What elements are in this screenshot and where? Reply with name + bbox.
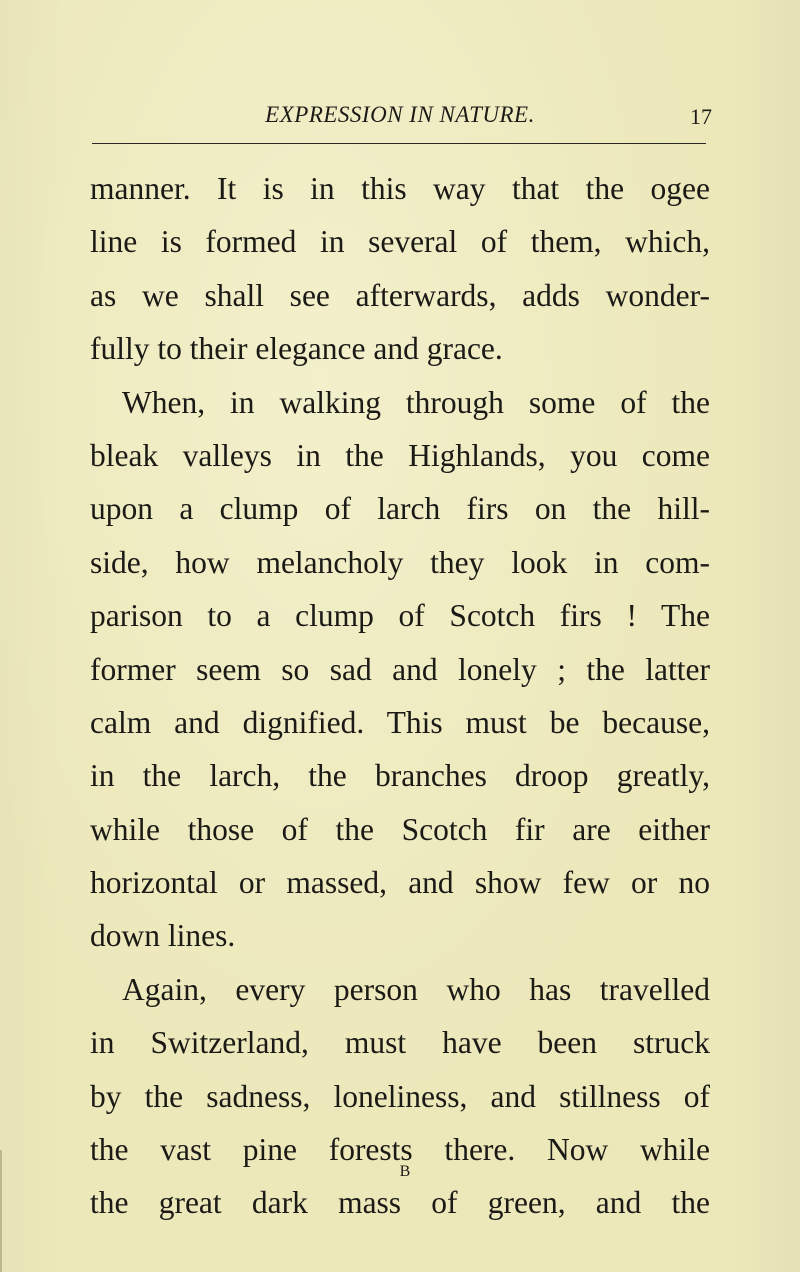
body-text [90,162,710,1230]
text-line: the great dark mass of green, and the [90,1185,710,1221]
text-line: the vast pine forests there. Now while [90,1132,710,1168]
text-line: Again, every person who has travelled [122,971,710,1007]
text-line: horizontal or massed, and show few or no [90,865,710,901]
page-number: 17 [690,104,712,129]
text-line: calm and dignified. This must be because, [90,704,710,740]
text-line: fully to their elegance and grace. [90,331,503,367]
text-line: When, in walking through some of the [122,384,710,420]
text-line: in Switzerland, must have been struck [90,1025,710,1061]
page-edge-shadow [0,1150,2,1272]
text-line: side, how melancholy they look in com- [90,544,710,580]
text-line: bleak valleys in the Highlands, you come [90,437,710,473]
text-line: parison to a clump of Scotch firs ! The [90,598,710,634]
text-line: down lines. [90,918,236,954]
text-line: while those of the Scotch fir are either [90,811,710,847]
header-rule [92,143,706,144]
running-head: EXPRESSION IN NATURE. [265,102,535,127]
page-header [90,100,710,136]
text-line: in the larch, the branches droop greatly, [90,758,710,794]
signature-mark: B [399,1163,411,1180]
text-line: former seem so sad and lonely ; the latter [90,651,710,687]
text-line: by the sadness, loneliness, and stillness of [90,1078,710,1114]
text-line: manner. It is in this way that the ogee [90,171,710,206]
text-line: line is formed in several of them, which, [90,224,710,260]
text-line: as we shall see afterwards, adds wonder- [90,277,710,313]
text-line: upon a clump of larch firs on the hill- [90,491,710,527]
